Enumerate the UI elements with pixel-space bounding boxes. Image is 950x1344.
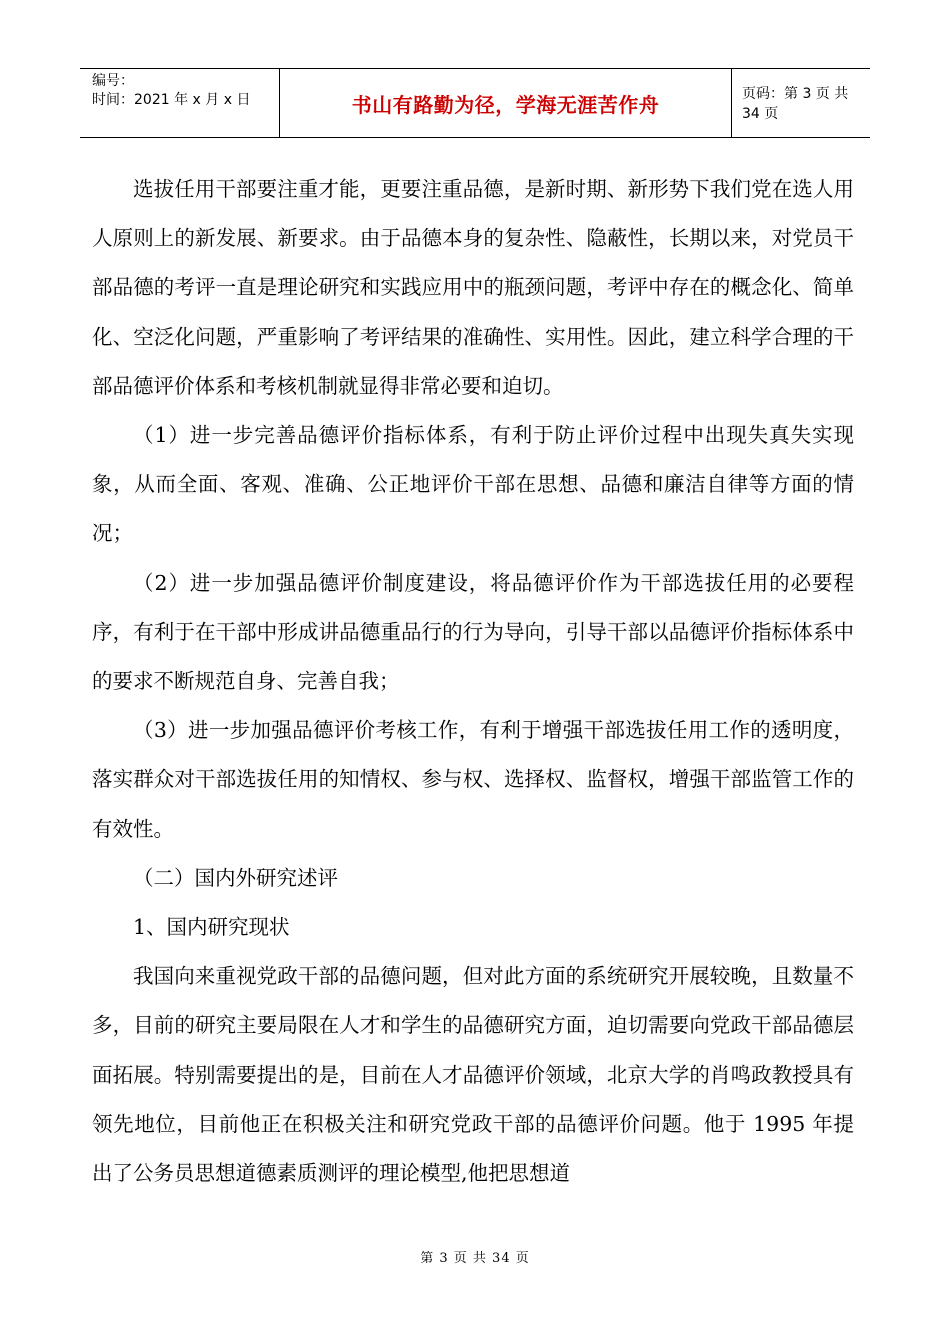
page-footer: 第 3 页 共 34 页 [420,1251,530,1266]
paragraph: （2）进一步加强品德评价制度建设，将品德评价作为干部选拔任用的必要程序，有利于在干部中形成讲品德重品行的行为导向，引导干部以品德评价指标体系中的要求不断规范自身、完善自我； [92,570,854,694]
paragraph: 选拔任用干部要注重才能，更要注重品德，是新时期、新形势下我们党在选人用人原则上的新发展、新要求。由于品德本身的复杂性、隐蔽性，长期以来，对党员干部品德的考评一直是理论研究和实践应用中的瓶颈问题，考评中存在的概念化、简单化、空泛化问题，严重影响了考评结果的准确性、实用性。因此，建立科学合理的干部品德评价体系和考核机制就显得非常必要和迫切。 [92,177,854,398]
document-date-label: 时间：2021 年 x 月 x 日 [92,92,251,108]
header-motto: 书山有路勤为径，学海无涯苦作舟 [280,69,732,137]
document-body [92,165,854,1198]
section-heading: （二）国内外研究述评 [133,865,338,890]
subsection-heading: 1、国内研究现状 [133,915,290,940]
header-page-label: 页码：第 3 页 共 34 页 [742,86,849,122]
page-header [80,68,870,138]
paragraph: 我国向来重视党政干部的品德问题，但对此方面的系统研究开展较晚，且数量不多，目前的研究主要局限在人才和学生的品德研究方面，迫切需要向党政干部品德层面拓展。特别需要提出的是，目前在人才品德评价领域，北京大学的肖鸣政教授具有领先地位，目前他正在积极关注和研究党政干部的品德评价问题。他于 1995 年提出了公务员思想道德素质测评的理论模型,他把思想道 [92,964,854,1186]
paragraph: （1）进一步完善品德评价指标体系，有利于防止评价过程中出现失真失实现象，从而全面、客观、准确、公正地评价干部在思想、品德和廉洁自律等方面的情况； [92,423,854,546]
paragraph: （3）进一步加强品德评价考核工作，有利于增强干部选拔任用工作的透明度，落实群众对干部选拔任用的知情权、参与权、选择权、监督权，增强干部监管工作的有效性。 [92,718,854,841]
header-meta-cell [80,69,280,137]
document-number-label: 编号： [92,73,134,89]
